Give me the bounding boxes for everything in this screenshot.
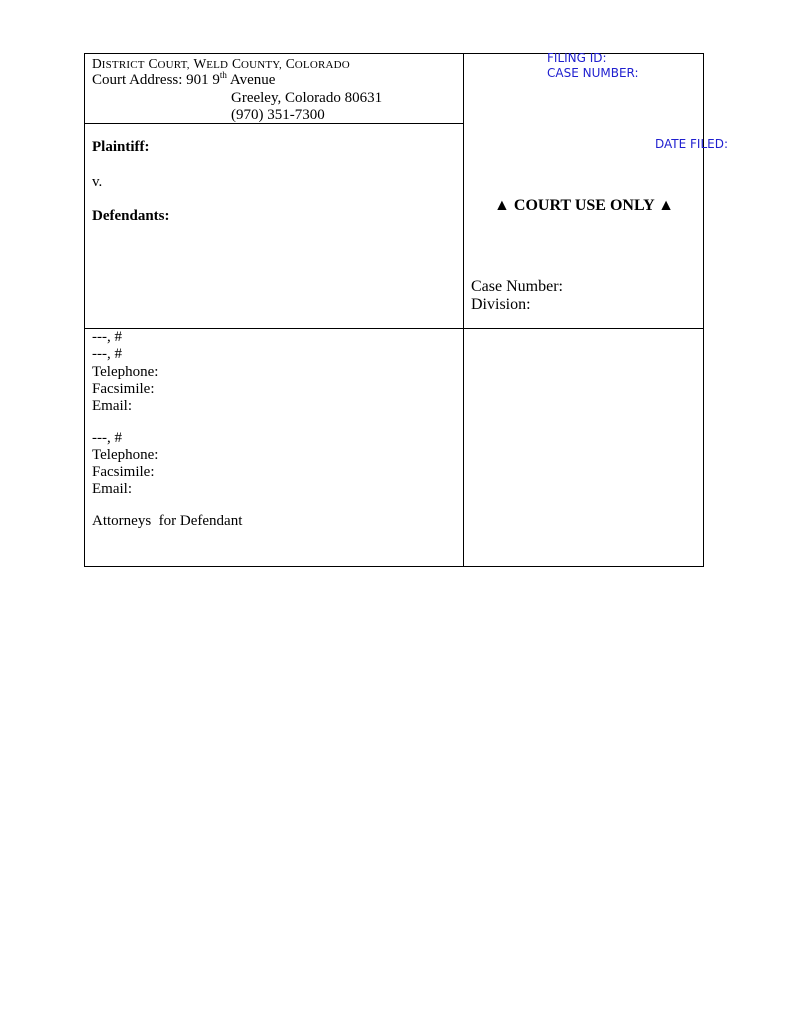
court-name: DISTRICT COURT, WELD COUNTY, COLORADO (92, 56, 350, 71)
attorney-telephone: Telephone: (92, 364, 159, 380)
caption-table (84, 53, 704, 567)
case-number-label: Case Number: (471, 278, 563, 295)
defendants-label: Defendants: (92, 208, 170, 224)
court-use-only-label: ▲ COURT USE ONLY ▲ (494, 197, 674, 214)
attorneys-role: Attorneys for Defendant (92, 513, 243, 529)
court-phone: (970) 351-7300 (231, 107, 325, 123)
attorney-1-line: ---, # (92, 329, 122, 345)
versus-label: v. (92, 174, 103, 190)
plaintiff-label: Plaintiff: (92, 139, 150, 155)
date-filed-stamp: DATE FILED: (655, 137, 729, 151)
court-address: Court Address: 901 9th Avenue (92, 70, 276, 88)
attorney-email: Email: (92, 398, 132, 414)
caption-column-divider (463, 53, 464, 567)
attorney-3-facsimile: Facsimile: (92, 464, 155, 480)
attorney-facsimile: Facsimile: (92, 381, 155, 397)
court-city: Greeley, Colorado 80631 (231, 90, 383, 106)
attorney-2-line: ---, # (92, 346, 122, 362)
case-number-stamp: CASE NUMBER: (547, 66, 639, 80)
division-label: Division: (471, 296, 531, 313)
attorney-3-telephone: Telephone: (92, 447, 159, 463)
attorney-3-line: ---, # (92, 430, 122, 446)
parties-divider (84, 328, 704, 329)
filing-id-stamp: FILING ID: (547, 51, 607, 65)
attorney-3-email: Email: (92, 481, 132, 497)
